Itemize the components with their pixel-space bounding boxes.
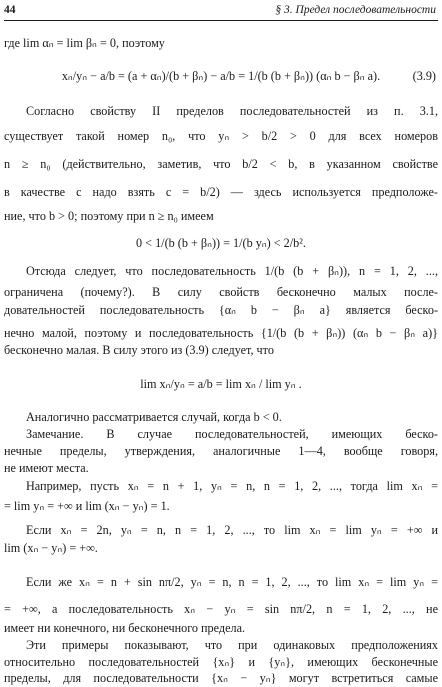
header-rule — [4, 20, 438, 21]
text-line: Аналогично рассматривается случай, когда b < 0. — [26, 410, 282, 424]
equation-3-9: xₙ/yₙ − a/b = (a + αₙ)/(b + βₙ) − a/b = 1/(b (b + βₙ)) (αₙ b − βₙ a). — [61, 69, 381, 83]
page-number: 44 — [4, 4, 16, 16]
text-line: ограничена (почему?). В силу свойств бесконечно малых после- — [4, 285, 438, 299]
equation-number: (3.9) — [412, 69, 436, 83]
text-line: имеет ни конечного, ни бесконечного предела. — [4, 621, 246, 635]
text-line: n ≥ n₀ (действительно, заметив, что b/2 < b, в указанном свойстве — [4, 157, 438, 171]
text-line: где lim αₙ = lim βₙ = 0, поэтому — [4, 36, 165, 50]
text-line: = +∞, а последовательность xₙ − yₙ = sin nπ/2, n = 1, 2, ..., не — [4, 602, 438, 616]
running-header: § 3. Предел последовательности — [275, 4, 436, 16]
text-line: довательностей последовательность {αₙ b − βₙ a} является беско- — [4, 303, 438, 317]
text-line: Если же xₙ = n + sin nπ/2, yₙ = n, n = 1, 2, ..., то lim xₙ = lim yₙ = — [26, 575, 438, 589]
remark-line: Замечание. В случае последовательностей, имеющих беско- — [26, 427, 438, 441]
text-line: Отсюда следует, что последовательность 1/(b (b + βₙ)), n = 1, 2, ..., — [26, 264, 438, 278]
text-line: относительно последовательностей {xₙ} и {yₙ}, имеющих бесконечные — [4, 655, 438, 669]
inequality: 0 < 1/(b (b + βₙ)) = 1/(b yₙ) < 2/b². — [136, 236, 306, 250]
text-line: Если xₙ = 2n, yₙ = n, n = 1, 2, ..., то lim xₙ = lim yₙ = +∞ и — [26, 523, 438, 537]
text-line: существует такой номер n₀, что yₙ > b/2 > 0 для всех номеров — [4, 129, 438, 143]
text-line: нечные пределы, утверждения, аналогичные 1—4, вообще говоря, — [4, 444, 438, 458]
text-line: Согласно свойству II пределов последовательностей из п. 3.1, — [26, 104, 438, 118]
text-line: пределы, для последовательности {xₙ − yₙ} могут встретиться самые — [4, 671, 438, 685]
text-line: ние, что b > 0; поэтому при n ≥ n₀ имеем — [4, 209, 214, 223]
text-line: = lim yₙ = +∞ и lim (xₙ − yₙ) = 1. — [4, 499, 170, 513]
text-line: lim (xₙ − yₙ) = +∞. — [4, 541, 98, 555]
text-line: бесконечно малая. В силу этого из (3.9) следует, что — [4, 343, 274, 357]
text-line: Эти примеры показывают, что при одинаковых предположениях — [26, 638, 438, 652]
text-line: не имеют места. — [4, 461, 89, 475]
limit-equation: lim xₙ/yₙ = a/b = lim xₙ / lim yₙ . — [140, 377, 302, 391]
text-line: в качестве c надо взять c = b/2) — здесь используется предположе- — [4, 185, 438, 199]
text-line: нечно малой, поэтому и последовательность {1/(b (b + βₙ)) (αₙ b − βₙ a)} — [4, 326, 438, 340]
text-line: Например, пусть xₙ = n + 1, yₙ = n, n = 1, 2, ..., тогда lim xₙ = — [26, 479, 438, 493]
